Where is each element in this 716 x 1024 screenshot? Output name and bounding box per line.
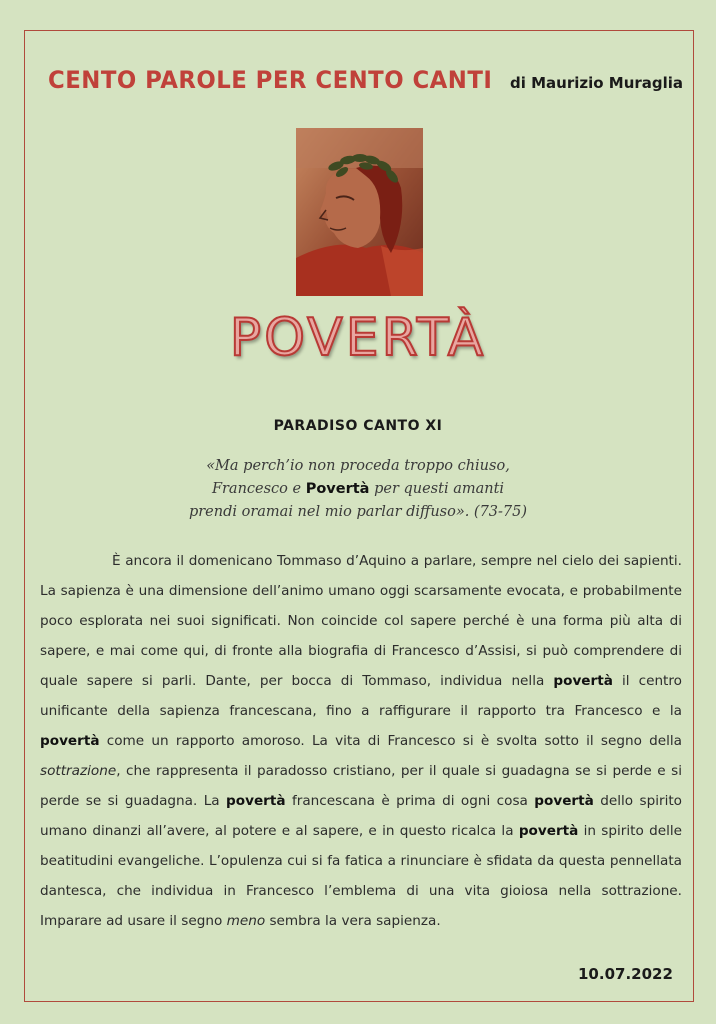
publication-date: 10.07.2022 [578, 965, 673, 983]
quote-line-3: prendi oramai nel mio parlar diffuso». (73-75) [188, 504, 528, 520]
quote-line-1: «Ma perch’io non proceda troppo chiuso, [206, 458, 510, 474]
commentary-paragraph: È ancora il domenicano Tommaso d’Aquino a parlare, sempre nel cielo dei sapienti. La sapienza è una dimensione dell’animo umano oggi scarsamente evocata, e probabilmente poco esplorata nei suoi significati. Non coincide col sapere perché è una forma più alta di sapere, e mai come qui, di fronte alla biografia di Francesco d’Assisi, si può comprendere di quale sapere si parli. Dante, per bocca di Tommaso, individua nella povertà il centro unificante della sapienza francescana, fino a raffigurare il rapporto tra Francesco e la povertà come un rapporto amoroso. La vita di Francesco si è svolta sotto il segno della sottrazione, che rappresenta il paradosso cristiano, per il quale si guadagna se si perde e si perde se si guadagna. La povertà francescana è prima di ogni cosa povertà dello spirito umano dinanzi all’avere, al potere e al sapere, e in questo ricalca la povertà in spirito delle beatitudini evangeliche. L’opulenza cui si fa fatica a rinunciare è sfidata da questa pennellata dantesca, che individua in Francesco l’emblema di una vita gioiosa nella sottrazione. Imparare ad usare il segno meno sembra la vera sapienza. [40, 553, 682, 929]
main-title: POVERTÀ [229, 308, 487, 368]
verse-quote [0, 455, 716, 524]
quote-line-2: Francesco e Povertà per questi amanti [211, 481, 505, 497]
series-title: CENTO PAROLE PER CENTO CANTI [48, 66, 493, 94]
dante-portrait-image [296, 128, 423, 296]
canto-reference: PARADISO CANTO XI [273, 418, 443, 434]
author-name: di Maurizio Muraglia [510, 74, 684, 92]
